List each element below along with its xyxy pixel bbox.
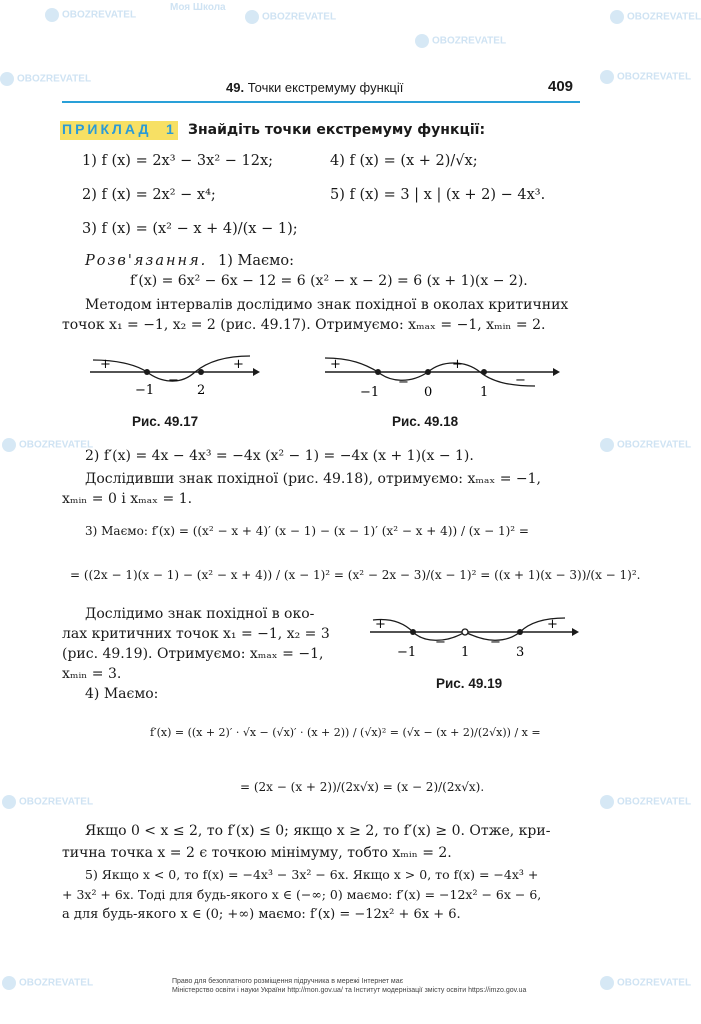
tick-label: 0 <box>424 385 433 400</box>
chapter-number: 49. <box>226 80 245 95</box>
sign-label: + <box>547 617 558 632</box>
tick-label: 2 <box>197 383 206 398</box>
sign-label: + <box>452 357 463 372</box>
watermark: OBOZREVATEL <box>2 795 93 809</box>
figure-caption: Рис. 49.18 <box>392 414 459 429</box>
solution-4-formula: f′(x) = ((x + 2)′ · √x − (√x)′ · (x + 2)) / (√x)² = (√x − (x + 2)/(2√x)) / x = <box>150 726 541 739</box>
solution-2-derivative: 2) f′(x) = 4x − 4x³ = −4x (x² − 1) = −4x (x + 1)(x − 1). <box>85 448 474 464</box>
sign-diagram-49-18 <box>320 350 560 405</box>
function-3: 3) f (x) = (x² − x + 4)/(x − 1); <box>82 221 298 237</box>
watermark: Моя Школа <box>170 2 226 13</box>
function-5: 5) f (x) = 3 | x | (x + 2) − 4x³. <box>330 187 546 203</box>
solution-5-text: а для будь-якого x ∈ (0; +∞) маємо: f′(x) = −12x² + 6x + 6. <box>62 907 461 922</box>
sign-label: − <box>515 373 526 388</box>
sign-label: + <box>375 617 386 632</box>
critical-point <box>144 369 150 375</box>
chapter-title: Точки екстремуму функції <box>247 80 404 95</box>
function-4: 4) f (x) = (x + 2)/√x; <box>330 153 478 169</box>
solution-2-text: xₘᵢₙ = 0 і xₘₐₓ = 1. <box>62 491 193 507</box>
figure-caption: Рис. 49.19 <box>436 676 503 691</box>
sign-label: − <box>435 635 446 650</box>
function-1: 1) f (x) = 2x³ − 3x² − 12x; <box>82 153 274 169</box>
solution-4-formula: = (2x − (x + 2))/(2x√x) = (x − 2)/(2x√x). <box>240 780 485 794</box>
solution-3-formula: 3) Маємо: f′(x) = ((x² − x + 4)′ (x − 1) − (x − 1)′ (x² − x + 4)) / (x − 1)² = <box>85 524 529 538</box>
critical-point <box>481 369 487 375</box>
solution-1-text: точок x₁ = −1, x₂ = 2 (рис. 49.17). Отримуємо: xₘₐₓ = −1, xₘᵢₙ = 2. <box>62 317 546 333</box>
solution-3-text: Дослідимо знак похідної в око- <box>85 606 315 622</box>
solution-5-text: + 3x² + 6x. Тоді для будь-якого x ∈ (−∞; 0) маємо: f′(x) = −12x² − 6x − 6, <box>62 887 542 902</box>
critical-point <box>410 629 416 635</box>
function-2: 2) f (x) = 2x² − x⁴; <box>82 187 216 203</box>
solution-4-intro: 4) Маємо: <box>85 686 159 702</box>
sign-label: + <box>233 357 244 372</box>
critical-point <box>425 369 431 375</box>
header-rule <box>62 101 580 103</box>
example-number: 1 <box>166 121 174 137</box>
page-number: 409 <box>548 78 574 95</box>
figure-caption: Рис. 49.17 <box>132 414 199 429</box>
watermark: OBOZREVATEL <box>45 8 136 22</box>
watermark: OBOZREVATEL <box>600 976 691 990</box>
tick-label: 1 <box>480 385 489 400</box>
sign-label: − <box>490 635 501 650</box>
footer-line: Право для безоплатного розміщення підручника в мережі Інтернет має <box>172 978 404 985</box>
footer-line: Міністерство освіти і науки України http://mon.gov.ua/ та Інститут модернізації змісту освіти https://imzo.gov.ua <box>172 987 527 994</box>
solution-3-text: xₘᵢₙ = 3. <box>62 666 122 682</box>
tick-label: −1 <box>397 645 417 660</box>
sign-curve <box>373 618 565 640</box>
solution-1-derivative: f′(x) = 6x² − 6x − 12 = 6 (x² − x − 2) = 6 (x + 1)(x − 2). <box>130 273 528 289</box>
watermark: OBOZREVATEL <box>2 438 93 452</box>
sign-label: − <box>168 373 179 388</box>
running-header <box>226 80 403 95</box>
sign-diagram-49-19 <box>365 608 580 663</box>
tick-label: 1 <box>461 645 470 660</box>
watermark: OBOZREVATEL <box>0 72 91 86</box>
example-label: ПРИКЛАД <box>62 121 152 137</box>
critical-point <box>375 369 381 375</box>
task-statement: Знайдіть точки екстремуму функції: <box>188 122 486 138</box>
watermark: OBOZREVATEL <box>600 438 691 452</box>
critical-point <box>517 629 523 635</box>
critical-point <box>198 369 204 375</box>
sign-diagram-49-17 <box>85 350 260 405</box>
sign-label: + <box>330 357 341 372</box>
solution-3-formula: = ((2x − 1)(x − 1) − (x² − x + 4)) / (x − 1)² = (x² − 2x − 3)/(x − 1)² = ((x + 1)(x − 3))/(x − 1)². <box>70 568 641 582</box>
watermark: OBOZREVATEL <box>610 10 701 24</box>
arrow-head-icon <box>253 368 260 376</box>
tick-label: 3 <box>516 645 525 660</box>
solution-label: Розв'язання. <box>85 253 208 269</box>
excluded-point <box>462 629 468 635</box>
solution-2-text: Дослідивши знак похідної (рис. 49.18), отримуємо: xₘₐₓ = −1, <box>85 471 541 487</box>
solution-1-text: Методом інтервалів дослідимо знак похідної в околах критичних <box>85 297 569 313</box>
watermark: OBOZREVATEL <box>415 34 506 48</box>
watermark: OBOZREVATEL <box>2 976 93 990</box>
solution-4-text: тична точка x = 2 є точкою мінімуму, тобто xₘᵢₙ = 2. <box>62 845 452 861</box>
solution-4-text: Якщо 0 < x ≤ 2, то f′(x) ≤ 0; якщо x ≥ 2, то f′(x) ≥ 0. Отже, кри- <box>85 823 551 839</box>
solution-3-text: лах критичних точок x₁ = −1, x₂ = 3 <box>62 626 330 642</box>
watermark: OBOZREVATEL <box>600 70 691 84</box>
sign-label: + <box>100 357 111 372</box>
watermark: OBOZREVATEL <box>245 10 336 24</box>
tick-label: −1 <box>135 383 155 398</box>
solution-3-text: (рис. 49.19). Отримуємо: xₘₐₓ = −1, <box>62 646 324 662</box>
tick-label: −1 <box>360 385 380 400</box>
arrow-head-icon <box>553 368 560 376</box>
solution-1-intro: 1) Маємо: <box>218 253 294 269</box>
watermark: OBOZREVATEL <box>600 795 691 809</box>
solution-5-text: 5) Якщо x < 0, то f(x) = −4x³ − 3x² − 6x. Якщо x > 0, то f(x) = −4x³ + <box>85 867 539 882</box>
arrow-head-icon <box>572 628 579 636</box>
sign-label: − <box>398 375 409 390</box>
